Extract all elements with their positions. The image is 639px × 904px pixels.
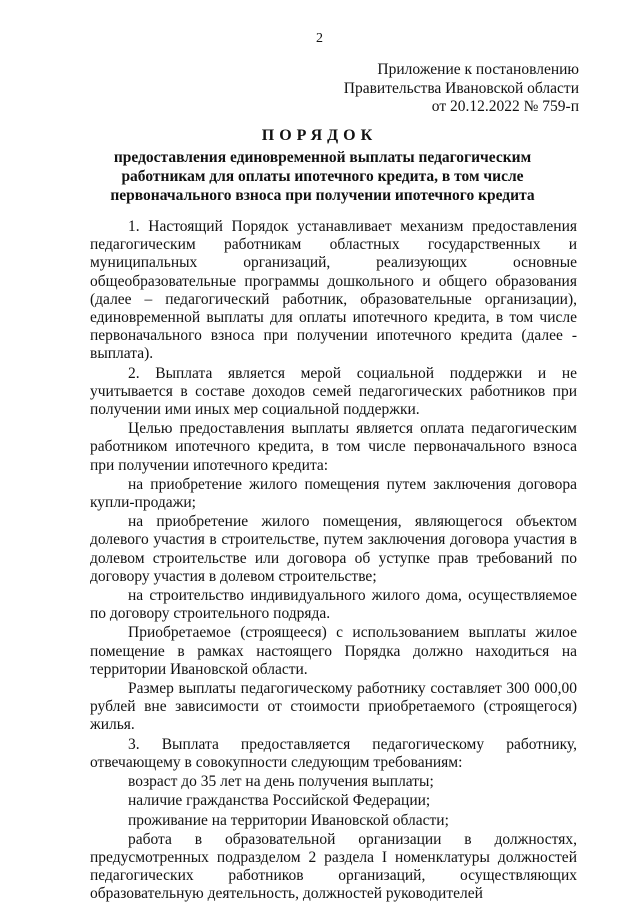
appendix-line-2: Правительства Ивановской области <box>343 79 579 97</box>
document-body <box>90 218 577 904</box>
paragraph: Приобретаемое (строящееся) с использованием выплаты жилое помещение в рамках настоящего Порядка должно находиться на территории Ивановской области. <box>90 624 577 678</box>
paragraph: на приобретение жилого помещения, являющегося объектом долевого участия в строительстве, путем заключения договора участия в долевом строительстве или договора об уступке прав требований по договору участия в долевом строительстве; <box>90 513 577 585</box>
paragraph: проживание на территории Ивановской области; <box>128 811 449 829</box>
paragraph: 1. Настоящий Порядок устанавливает механизм предоставления педагогическим работникам областных государственных и муниципальных организаций, реализующих основные общеобразовательные программы дошкольного и общего образования (далее – педагогический работник, образовательные организации), единовременной выплаты для оплаты ипотечного кредита, в том числе первоначального взноса при получении ипотечного кредита (далее - выплата). <box>90 218 577 363</box>
appendix-header <box>344 61 579 117</box>
paragraph: 3. Выплата предоставляется педагогическому работнику, отвечающему в совокупности следующим требованиям: <box>90 735 577 771</box>
document-title: ПОРЯДОК <box>261 127 378 144</box>
paragraph: на строительство индивидуального жилого дома, осуществляемое по договору строительного подряда. <box>90 587 577 623</box>
paragraph: 2. Выплата является мерой социальной поддержки и не учитывается в составе доходов семей педагогических работников при получении ими иных мер социальной поддержки. <box>90 364 577 419</box>
appendix-line-1: Приложение к постановлению <box>377 61 579 78</box>
page-number: 2 <box>316 31 323 46</box>
paragraph: работа в образовательной организации в должностях, предусмотренных подразделом 2 раздела I номенклатуры должностей педагогических работников организаций, осуществляющих образовательную деятельность, должностей руководителей <box>90 830 577 903</box>
paragraph: Размер выплаты педагогическому работнику составляет 300 000,00 рублей вне зависимости от стоимости приобретаемого (строящегося) жилья. <box>90 680 577 734</box>
paragraph: наличие гражданства Российской Федерации; <box>128 792 431 810</box>
paragraph: возраст до 35 лет на день получения выплаты; <box>128 773 434 791</box>
paragraph: на приобретение жилого помещения путем заключения договора купли-продажи; <box>90 475 577 512</box>
appendix-line-3: от 20.12.2022 № 759-п <box>431 98 579 115</box>
document-subtitle: предоставления единовременной выплаты педагогическим работникам для оплаты ипотечного кредита, в том числе первоначального взноса при получении ипотечного кредита <box>110 149 535 204</box>
paragraph: Целью предоставления выплаты является оплата педагогическим работником ипотечного кредита, в том числе первоначального взноса при получении ипотечного кредита: <box>90 420 577 474</box>
